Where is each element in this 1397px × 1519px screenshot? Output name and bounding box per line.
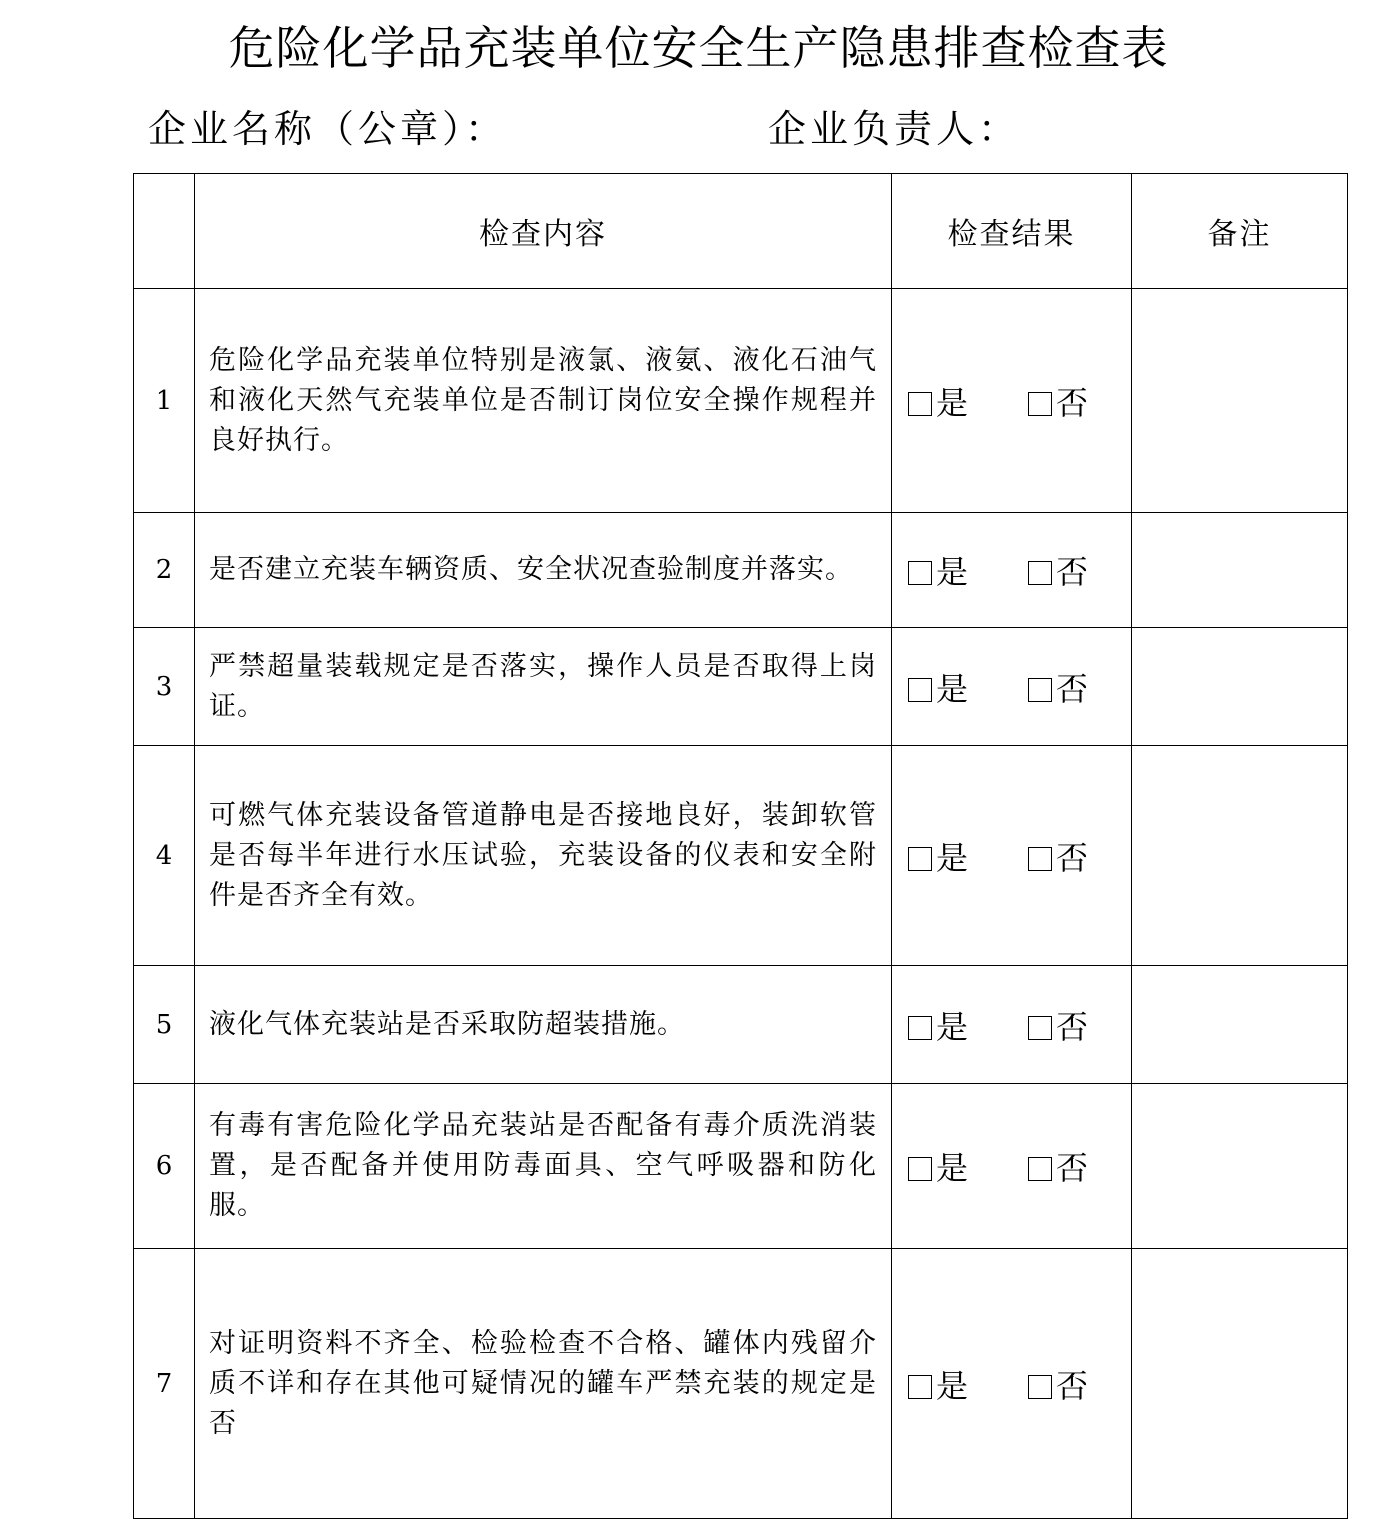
no-label: 否 xyxy=(1056,838,1089,877)
row-number: 4 xyxy=(134,746,195,966)
checkbox-icon[interactable] xyxy=(908,1016,932,1040)
yes-option[interactable] xyxy=(908,1361,968,1407)
no-label: 否 xyxy=(1056,383,1089,422)
checkbox-icon[interactable] xyxy=(1028,847,1052,871)
row-result xyxy=(892,1249,1132,1519)
yes-option[interactable] xyxy=(908,833,968,879)
row-content: 是否建立充装车辆资质、安全状况查验制度并落实。 xyxy=(195,513,892,628)
yes-option[interactable] xyxy=(908,1143,968,1189)
yes-option[interactable] xyxy=(908,378,968,424)
row-result xyxy=(892,628,1132,746)
no-option[interactable] xyxy=(1028,1002,1088,1048)
checkbox-icon[interactable] xyxy=(1028,678,1052,702)
checkbox-icon[interactable] xyxy=(1028,1016,1052,1040)
row-content: 对证明资料不齐全、检验检查不合格、罐体内残留介质不详和存在其他可疑情况的罐车严禁充装的规定是否 xyxy=(195,1249,892,1519)
no-label: 否 xyxy=(1056,669,1089,708)
no-label: 否 xyxy=(1056,1149,1089,1187)
checkbox-icon[interactable] xyxy=(1028,1375,1052,1399)
row-remark[interactable] xyxy=(1132,289,1348,513)
yes-option[interactable] xyxy=(908,547,968,593)
row-remark[interactable] xyxy=(1132,628,1348,746)
table-row xyxy=(134,628,1348,746)
no-option[interactable] xyxy=(1028,547,1088,593)
header-number xyxy=(134,174,195,289)
row-remark[interactable] xyxy=(1132,1084,1348,1249)
checkbox-icon[interactable] xyxy=(908,561,932,585)
row-result xyxy=(892,966,1132,1084)
yes-label: 是 xyxy=(936,1366,969,1405)
company-name-label: 企业名称（公章）： xyxy=(148,107,508,151)
row-content: 危险化学品充装单位特别是液氯、液氨、液化石油气和液化天然气充装单位是否制订岗位安全操作规程并良好执行。 xyxy=(195,289,892,513)
table-row xyxy=(134,966,1348,1084)
checkbox-icon[interactable] xyxy=(908,847,932,871)
row-number: 3 xyxy=(134,628,195,746)
document-title: 危险化学品充装单位安全生产隐患排查检查表 xyxy=(228,21,1169,75)
checkbox-icon[interactable] xyxy=(1028,1157,1052,1181)
yes-option[interactable] xyxy=(908,664,968,710)
no-label: 否 xyxy=(1056,553,1089,591)
no-option[interactable] xyxy=(1028,378,1088,424)
row-number: 5 xyxy=(134,966,195,1084)
checkbox-icon[interactable] xyxy=(908,1157,932,1181)
company-leader-label: 企业负责人： xyxy=(768,107,1021,151)
header-result: 检查结果 xyxy=(892,174,1132,289)
header-row xyxy=(134,174,1348,289)
yes-option[interactable] xyxy=(908,1002,968,1048)
table-row xyxy=(134,513,1348,628)
yes-label: 是 xyxy=(936,669,969,708)
checkbox-icon[interactable] xyxy=(908,392,932,416)
yes-label: 是 xyxy=(936,1149,969,1187)
row-result xyxy=(892,513,1132,628)
checkbox-icon[interactable] xyxy=(1028,392,1052,416)
no-option[interactable] xyxy=(1028,664,1088,710)
yes-label: 是 xyxy=(936,838,969,877)
row-result xyxy=(892,289,1132,513)
no-option[interactable] xyxy=(1028,1143,1088,1189)
row-remark[interactable] xyxy=(1132,746,1348,966)
row-result xyxy=(892,746,1132,966)
table-row xyxy=(134,1084,1348,1249)
row-number: 7 xyxy=(134,1249,195,1519)
checkbox-icon[interactable] xyxy=(1028,561,1052,585)
row-content: 严禁超量装载规定是否落实，操作人员是否取得上岗证。 xyxy=(195,628,892,746)
row-number: 2 xyxy=(134,513,195,628)
row-remark[interactable] xyxy=(1132,1249,1348,1519)
table-row xyxy=(134,1249,1348,1519)
row-result xyxy=(892,1084,1132,1249)
no-label: 否 xyxy=(1056,1007,1089,1046)
row-content: 液化气体充装站是否采取防超装措施。 xyxy=(195,966,892,1084)
checkbox-icon[interactable] xyxy=(908,1375,932,1399)
header-remark: 备注 xyxy=(1132,174,1348,289)
row-remark[interactable] xyxy=(1132,513,1348,628)
yes-label: 是 xyxy=(936,553,969,591)
inspection-checklist-table xyxy=(133,173,1348,1519)
row-number: 1 xyxy=(134,289,195,513)
yes-label: 是 xyxy=(936,1007,969,1046)
header-content: 检查内容 xyxy=(195,174,892,289)
row-content: 可燃气体充装设备管道静电是否接地良好，装卸软管是否每半年进行水压试验，充装设备的仪表和安全附件是否齐全有效。 xyxy=(195,746,892,966)
row-content: 有毒有害危险化学品充装站是否配备有毒介质洗消装置，是否配备并使用防毒面具、空气呼吸器和防化服。 xyxy=(195,1084,892,1249)
row-remark[interactable] xyxy=(1132,966,1348,1084)
checkbox-icon[interactable] xyxy=(908,678,932,702)
table-row xyxy=(134,289,1348,513)
no-label: 否 xyxy=(1056,1366,1089,1405)
yes-label: 是 xyxy=(936,383,969,422)
no-option[interactable] xyxy=(1028,1361,1088,1407)
row-number: 6 xyxy=(134,1084,195,1249)
no-option[interactable] xyxy=(1028,833,1088,879)
table-row xyxy=(134,746,1348,966)
